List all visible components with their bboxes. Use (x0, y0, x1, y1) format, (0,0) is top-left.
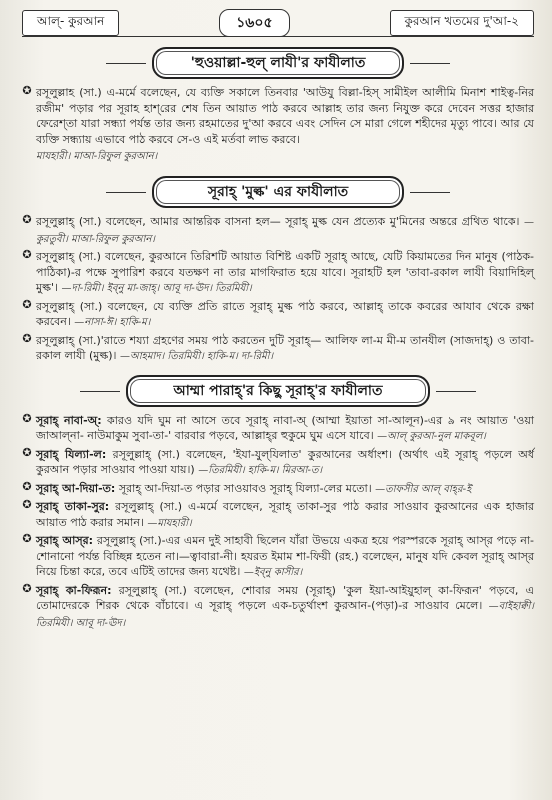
source-citation: —আহমাদ। তিরমিযী। হাকি-ম। দা-রিমী। (120, 351, 274, 362)
surah-name: সূরাহ্‌ যিল্যা-ল: (36, 447, 107, 461)
paragraph (22, 447, 534, 479)
paragraph (22, 333, 534, 365)
star-bullet-icon: ✪ (22, 479, 32, 493)
paragraph-text: রসূলুল্লাহ্‌ (সা.) বলেছেন, 'ইযা-যুল্‌যিলাত' কুরআনের অর্ধাংশ। (অর্থাৎ এই সূরাহ্‌ পড়লে অর্ধ কুরআন পড়ার সাওয়াব পাওয়া যায়।) (36, 447, 534, 476)
star-bullet-icon: ✪ (22, 297, 32, 311)
paragraph-text: রসূলুল্লাহ্‌ (সা.) বলেছেন, যে ব্যক্তি প্রতি রাতে সূরাহ্‌ মুল্ক পাঠ করবে, আল্লাহ্‌ তাকে কবরের আযাব থেকে রক্ষা করবেন। (36, 299, 534, 328)
source-citation: —তাফসীর আল্‌ বাহ্‌র-ই (375, 483, 472, 495)
paragraph (22, 249, 534, 297)
paragraph-text: সূরাহ্‌ আ-দিয়া-ত পড়ার সাওয়াবও সূরাহ্‌ যিল্যা-লের মতো। (118, 481, 372, 495)
star-bullet-icon: ✪ (22, 411, 32, 425)
paragraph-text: রসূলুল্লাহ্‌ (সা.) বলেছেন, আমার আন্তরিক বাসনা হল— সূরাহ্‌ মুল্ক যেন প্রত্যেক মু'মিনের অন্তরে গ্রথিত থাকে। (36, 215, 520, 228)
source-citation: —দা-রিমী। ইব্‌নু মা-জাহ্‌। আবূ দা-ঊদ। তিরমিযী। (61, 283, 252, 294)
paragraph (22, 85, 534, 147)
star-bullet-icon: ✪ (22, 84, 32, 97)
star-bullet-icon: ✪ (22, 248, 32, 261)
paragraph (22, 299, 534, 331)
surah-name: সূরাহ্‌ নাবা-অ্‌: (36, 413, 102, 427)
paragraph (22, 499, 534, 531)
header-right-title: কুরআন খতমের দু'আ-২ (390, 10, 535, 36)
star-bullet-icon: ✪ (22, 445, 32, 459)
section-title-huwallahul: 'হুওয়াল্লা-হুল্ লাযী'র ফাযীলাত (152, 47, 404, 79)
source-citation: —কুরতুবী। মাআ-রিফুল কুরআন। (36, 217, 534, 245)
header-left-title: আল্- কুরআন (22, 10, 119, 36)
source-citation: —ইব্‌নু কাসীর। (243, 567, 303, 578)
source-citation: —নাসা-ঈ। হাকি-ম। (74, 317, 151, 328)
source-citation: —আল্‌ কুরআ-নুল মাকবূল। (377, 431, 486, 442)
source-citation: —বাইহাক্বী। তিরমিযী। আবূ দা-ঊদ। (36, 601, 534, 629)
paragraph (22, 481, 534, 498)
paragraph-text: রসূলুল্লাহ্‌ (সা.)-এর এমন দুই সাহাবী ছিলেন যাঁরা উভয়ে একত্র হয়ে পরস্পরকে সূরাহ্‌ আস্‌র পড়ে না-শোনানো পর্যন্ত বিচ্ছিন্ন হতেন না।—ত্বাবারা-নী। হযরত ইমাম শা-ফিয়ী (রহ.) বলেছেন, মানুষ যদি কেবল সূরাহ্‌ আস্‌র নিয়ে চিন্তা করে, তবে এটিই তাদের জন্য যথেষ্ট। (36, 534, 535, 578)
source-citation: —তিরমিযী। হাকি-ম। মিরআ-ত। (198, 465, 323, 476)
surah-name: সূরাহ্‌ আ-দিয়া-ত: (36, 481, 116, 495)
star-bullet-icon: ✪ (22, 532, 32, 545)
paragraph (22, 413, 534, 445)
source-citation: মাযহারী। মাআ-রিফুল কুরআন। (36, 151, 158, 162)
paragraph-text: রসূলুল্লাহ্‌ (সা.) বলেছেন, শোবার সময় (সূরাহ্‌) 'কুল ইয়া-আইয়ুহাল্‌ কা-ফিরূন' পড়বে, এ তোমাদেরকে শিরক থেকে বাঁচাবে। এ সূরাহ্‌ পড়লে এক-চতুর্থাংশ কুরআন-(পড়া)-র সাওয়াব মেলে। (36, 583, 534, 612)
star-bullet-icon: ✪ (22, 331, 32, 345)
surah-name: সূরাহ্‌ আস্‌র: (36, 534, 94, 547)
paragraph-text: রসূলুল্লাহ্‌ (সা.) এ-মর্মে বলেছেন, সূরাহ্‌ তাকা-সুর পাঠ করার সাওয়াব কুরআনের এক হাজার আয়াত পাঠ করার সমান। (36, 500, 534, 529)
paragraph (22, 533, 534, 581)
section-title-amma-para: আম্মা পারাহ্‌'র কিছু সূরাহ্‌'র ফাযীলাত (126, 375, 430, 407)
surah-name: সূরাহ্‌ তাকা-সুর: (36, 500, 110, 513)
star-bullet-icon: ✪ (22, 498, 32, 511)
star-bullet-icon: ✪ (22, 581, 32, 595)
page-header (22, 10, 534, 37)
star-bullet-icon: ✪ (22, 213, 32, 226)
paragraph-text: রসূলুল্লাহ্‌ (সা.)'রাতে শয্যা গ্রহণের সময় পাঠ করতেন দুটি সূরাহ্‌— আলিফ লা-ম মী-ম তানযীল (সাজদাহ্‌) ও তাবা-রকাল লাযী (মুল্ক)। (36, 333, 534, 362)
surah-name: সূরাহ্‌ কা-ফিরূন: (36, 583, 112, 597)
paragraph (22, 583, 534, 632)
section-title-mulk: সূরাহ্‌ 'মুল্ক' এর ফাযীলাত (152, 176, 404, 208)
paragraph-text: কারও যদি ঘুম না আসে তবে সূরাহ্‌ নাবা-অ্‌ (আম্মা ইয়াতা সা-আলূন)-এর ৯ নং আয়াত 'ওয়া জাআল্‌না- নাউমাকুম সুবা-তা-' বারবার পড়বে, আল্লাহ্‌র হুকুমে ঘুম এসে যাবে। (36, 413, 534, 442)
page-number: ১৬০৫ (219, 9, 289, 37)
paragraph-text: রসূলুল্লাহ্‌ (সা.) বলেছেন, কুরআনে তিরিশটি আয়াত বিশিষ্ট একটি সূরাহ্‌ আছে, যেটি কিয়ামতের দিন মানুষ (পাঠক-পাঠিকা)-র পক্ষে সুপারিশ করবে যতক্ষণ না তার মাগফিরাত হয়ে যাবে। সূরাহটি হল 'তাবা-রকাল লাযী বিয়াদিহিল্ মুল্ক'। (36, 250, 534, 294)
paragraph-text: রসূলুল্লাহ (সা.) এ-মর্মে বলেছেন, যে ব্যক্তি সকালে তিনবার 'আউযু বিল্লা-হিস্ সামীইল আলীমি মিনাশ শাইত্ব-নির রজীম' পড়ার পর সূরাহ হাশ্‌রের শেষ তিন আয়াত পাঠ করবে আল্লাহ তার জন্য নিযুক্ত করে দেবেন সত্তর হাজার ফেরেশ্‌তা যারা সন্ধ্যা পর্যন্ত তার জন্য রহমাতের দু'আ করবে এবং সেদিন সে মারা গেলে শহীদের মৃত্যু পাবে। আর যে ব্যক্তি সন্ধ্যায় এভাবে পাঠ করবে সে-ও এই মর্তবা লাভ করবে। (36, 86, 534, 146)
paragraph (22, 214, 534, 247)
source-citation: —মাযহারী। (147, 517, 192, 529)
